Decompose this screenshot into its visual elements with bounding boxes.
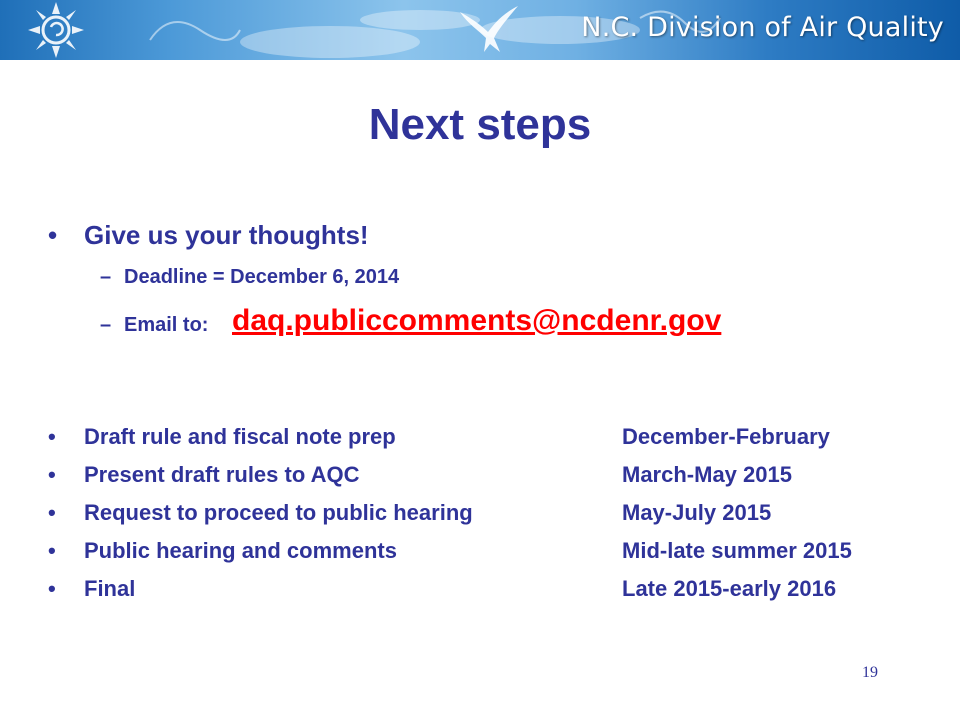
bullet-dot-icon: •	[48, 462, 56, 487]
schedule-row	[48, 462, 928, 490]
main-bullet-text: Give us your thoughts!	[84, 220, 369, 250]
deadline-text: Deadline = December 6, 2014	[124, 266, 400, 288]
organization-name: N.C. Division of Air Quality	[581, 12, 944, 43]
dash-icon: –	[100, 314, 112, 336]
slide-title: Next steps	[368, 100, 592, 149]
schedule-task: Present draft rules to AQC	[84, 462, 360, 487]
bullet-dot-icon: •	[48, 538, 56, 563]
schedule-task: Draft rule and fiscal note prep	[84, 424, 396, 449]
main-bullet	[48, 220, 648, 252]
bullet-dot-icon: •	[48, 220, 58, 250]
schedule-timing: May-July 2015	[622, 500, 772, 525]
schedule-task: Final	[84, 576, 136, 601]
email-label: Email to:	[124, 314, 209, 336]
schedule-row	[48, 576, 928, 604]
page-number: 19	[862, 664, 878, 681]
bullet-dot-icon: •	[48, 576, 56, 601]
bullet-dot-icon: •	[48, 500, 56, 525]
schedule-timing: December-February	[622, 424, 830, 449]
sub-bullet-deadline	[100, 266, 600, 292]
bullet-dot-icon: •	[48, 424, 56, 449]
schedule-task: Request to proceed to public hearing	[84, 500, 473, 525]
sub-bullet-email	[100, 304, 900, 354]
dash-icon: –	[100, 266, 112, 288]
schedule-row	[48, 500, 928, 528]
cloud-decoration	[240, 10, 640, 58]
schedule-timing: March-May 2015	[622, 462, 792, 487]
header-banner	[0, 0, 960, 60]
schedule-row	[48, 424, 928, 452]
schedule-task: Public hearing and comments	[84, 538, 397, 563]
schedule-timing: Late 2015-early 2016	[622, 576, 837, 601]
sun-logo-icon	[28, 2, 84, 58]
schedule-timing: Mid-late summer 2015	[622, 538, 852, 563]
schedule-row	[48, 538, 928, 566]
email-link[interactable]: daq.publiccomments@ncdenr.gov	[232, 304, 722, 337]
